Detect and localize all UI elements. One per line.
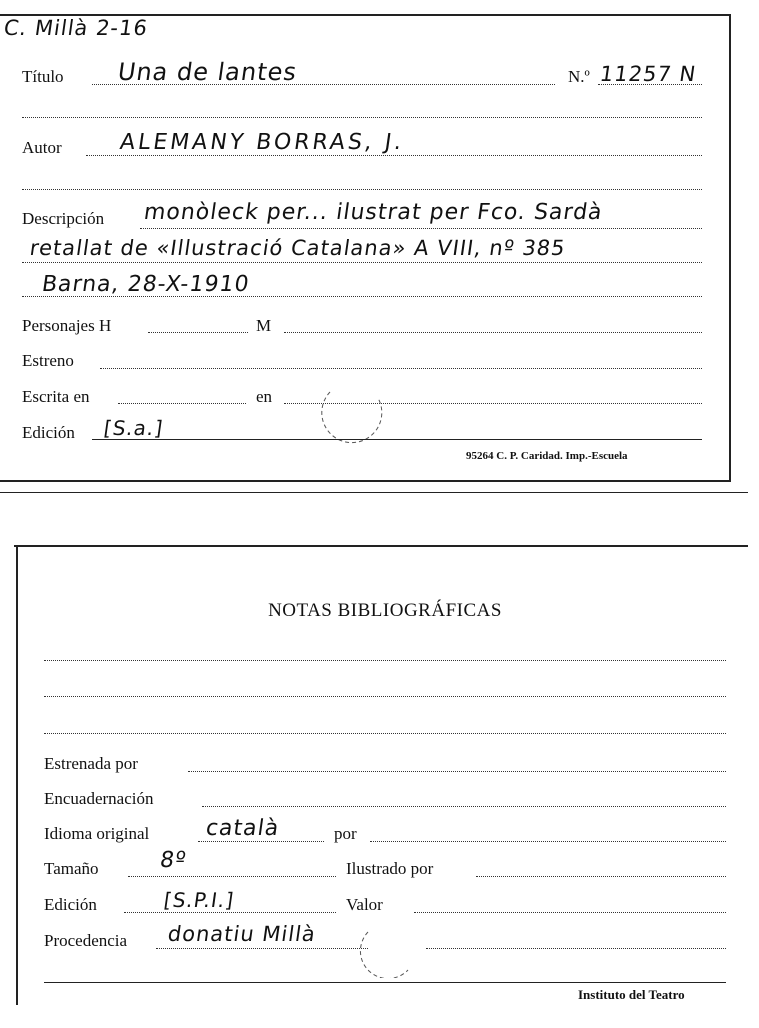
titulo-value: Una de lantes xyxy=(116,58,299,86)
numero-value: 11257 N xyxy=(598,62,698,86)
punch-hole-2 xyxy=(358,928,418,978)
card1-bottom-border xyxy=(0,480,730,482)
escrita-line xyxy=(118,403,246,404)
encuadernacion-label: Encuadernación xyxy=(44,789,154,808)
tamano-value: 8º xyxy=(158,848,189,873)
idioma-por-line xyxy=(370,841,726,842)
descripcion-value-1: monòleck per... ilustrat per Fco. Sardà xyxy=(142,200,605,225)
ilustrado-label: Ilustrado por xyxy=(346,859,434,878)
printer-note: 95264 C. P. Caridad. Imp.-Escuela xyxy=(466,450,628,462)
card2-top-border xyxy=(14,545,748,547)
estreno-label: Estreno xyxy=(22,351,74,370)
idioma-label: Idioma original xyxy=(44,824,150,843)
notas-line-1 xyxy=(44,660,726,661)
escrita-label: Escrita en xyxy=(22,387,90,406)
descripcion-label: Descripción xyxy=(22,209,105,228)
escrita-en-label: en xyxy=(256,387,273,406)
procedencia-label: Procedencia xyxy=(44,931,128,950)
encuadernacion-line xyxy=(202,806,726,807)
edicion2-line xyxy=(124,912,336,913)
edicion-value: [S.a.] xyxy=(102,416,165,440)
procedencia-value: donatiu Millà xyxy=(166,922,318,946)
edicion2-label: Edición xyxy=(44,895,97,914)
numero-label: N.º xyxy=(568,67,590,86)
descripcion-line-1 xyxy=(140,228,702,229)
notas-line-2 xyxy=(44,696,726,697)
idioma-por-label: por xyxy=(334,824,357,843)
valor-label: Valor xyxy=(346,895,383,914)
ilustrado-line xyxy=(476,876,726,877)
descripcion-value-2: retallat de «Illustració Catalana» A VIII, nº 385 xyxy=(28,236,568,260)
titulo-line-2 xyxy=(22,117,702,118)
estrenada-line xyxy=(188,771,726,772)
notas-line-3 xyxy=(44,733,726,734)
personajes-m-line xyxy=(284,332,702,333)
autor-line-2 xyxy=(22,189,702,190)
tamano-label: Tamaño xyxy=(44,859,99,878)
corner-note: C. Millà 2-16 xyxy=(2,16,150,40)
tamano-line xyxy=(128,876,336,877)
personajes-m-label: M xyxy=(256,316,272,335)
procedencia-line xyxy=(156,948,368,949)
personajes-h-line xyxy=(148,332,248,333)
edicion-label: Edición xyxy=(22,423,75,442)
titulo-label: Título xyxy=(22,67,64,86)
procedencia-line-2 xyxy=(426,948,726,949)
valor-line xyxy=(414,912,726,913)
descripcion-value-3: Barna, 28-X-1910 xyxy=(40,272,252,297)
footer-note: Instituto del Teatro xyxy=(578,987,685,1002)
idioma-line xyxy=(198,841,324,842)
personajes-label: Personajes H xyxy=(22,316,112,335)
edicion-line xyxy=(92,439,702,440)
edicion2-value: [S.P.I.] xyxy=(162,888,236,912)
notas-heading: NOTAS BIBLIOGRÁFICAS xyxy=(268,600,502,621)
estrenada-label: Estrenada por xyxy=(44,754,138,773)
punch-hole xyxy=(318,380,386,446)
descripcion-line-2 xyxy=(22,262,702,263)
card1-right-border xyxy=(729,14,731,482)
autor-value: ALEMANY BORRAS, J. xyxy=(118,130,407,155)
card1-bottom-border-outer xyxy=(0,492,748,493)
estreno-line xyxy=(100,368,702,369)
card2-bottom-rule xyxy=(44,982,726,983)
autor-line xyxy=(86,155,702,156)
autor-label: Autor xyxy=(22,138,62,157)
idioma-value: català xyxy=(204,816,282,841)
